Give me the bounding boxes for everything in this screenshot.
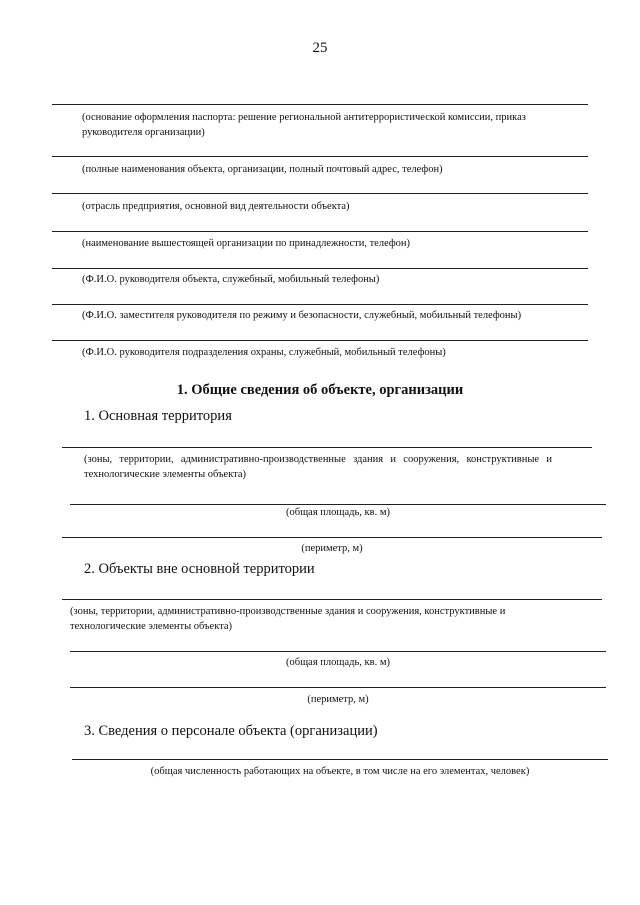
form-line bbox=[52, 268, 588, 269]
subsection-title: 3. Сведения о персонале объекта (организации) bbox=[84, 723, 378, 739]
page-number: 25 bbox=[312, 40, 328, 56]
subsection-title: 1. Основная территория bbox=[84, 408, 232, 424]
field-caption: (зоны, территории, административно-производственные здания и сооружения, конструктивные и технологические элементы объекта) bbox=[84, 454, 552, 480]
field-caption: (периметр, м) bbox=[301, 543, 363, 554]
field-caption: (общая площадь, кв. м) bbox=[286, 507, 390, 518]
form-line bbox=[52, 304, 588, 305]
field-caption: (полные наименования объекта, организации, полный почтовый адрес, телефон) bbox=[82, 164, 443, 175]
field-caption: (общая численность работающих на объекте, в том числе на его элементах, человек) bbox=[150, 766, 530, 777]
field-caption: (Ф.И.О. заместителя руководителя по режиму и безопасности, служебный, мобильный телефоны) bbox=[82, 310, 522, 321]
form-line bbox=[52, 104, 588, 105]
field-caption: (отрасль предприятия, основной вид деятельности объекта) bbox=[82, 201, 350, 212]
form-line bbox=[62, 447, 592, 448]
field-caption: (Ф.И.О. руководителя объекта, служебный, мобильный телефоны) bbox=[82, 274, 380, 285]
section-title: 1. Общие сведения об объекте, организации bbox=[176, 382, 464, 398]
form-line bbox=[70, 651, 606, 652]
field-caption: (общая площадь, кв. м) bbox=[286, 657, 390, 668]
field-caption: (Ф.И.О. руководителя подразделения охраны, служебный, мобильный телефоны) bbox=[82, 347, 446, 358]
form-line bbox=[52, 340, 588, 341]
form-line bbox=[70, 687, 606, 688]
field-caption: (зоны, территории, административно-производственные здания и сооружения, конструктивные и технологические элементы объекта) bbox=[70, 606, 506, 632]
form-line bbox=[52, 193, 588, 194]
field-caption: (наименование вышестоящей организации по принадлежности, телефон) bbox=[82, 238, 411, 249]
form-line bbox=[62, 537, 602, 538]
field-caption: (основание оформления паспорта: решение региональной антитеррористической комиссии, приказ руководителя организации) bbox=[82, 112, 526, 138]
form-line bbox=[72, 759, 608, 760]
subsection-title: 2. Объекты вне основной территории bbox=[84, 561, 315, 577]
form-line bbox=[52, 231, 588, 232]
form-line bbox=[52, 156, 588, 157]
field-caption: (периметр, м) bbox=[307, 694, 369, 705]
form-line bbox=[62, 599, 602, 600]
